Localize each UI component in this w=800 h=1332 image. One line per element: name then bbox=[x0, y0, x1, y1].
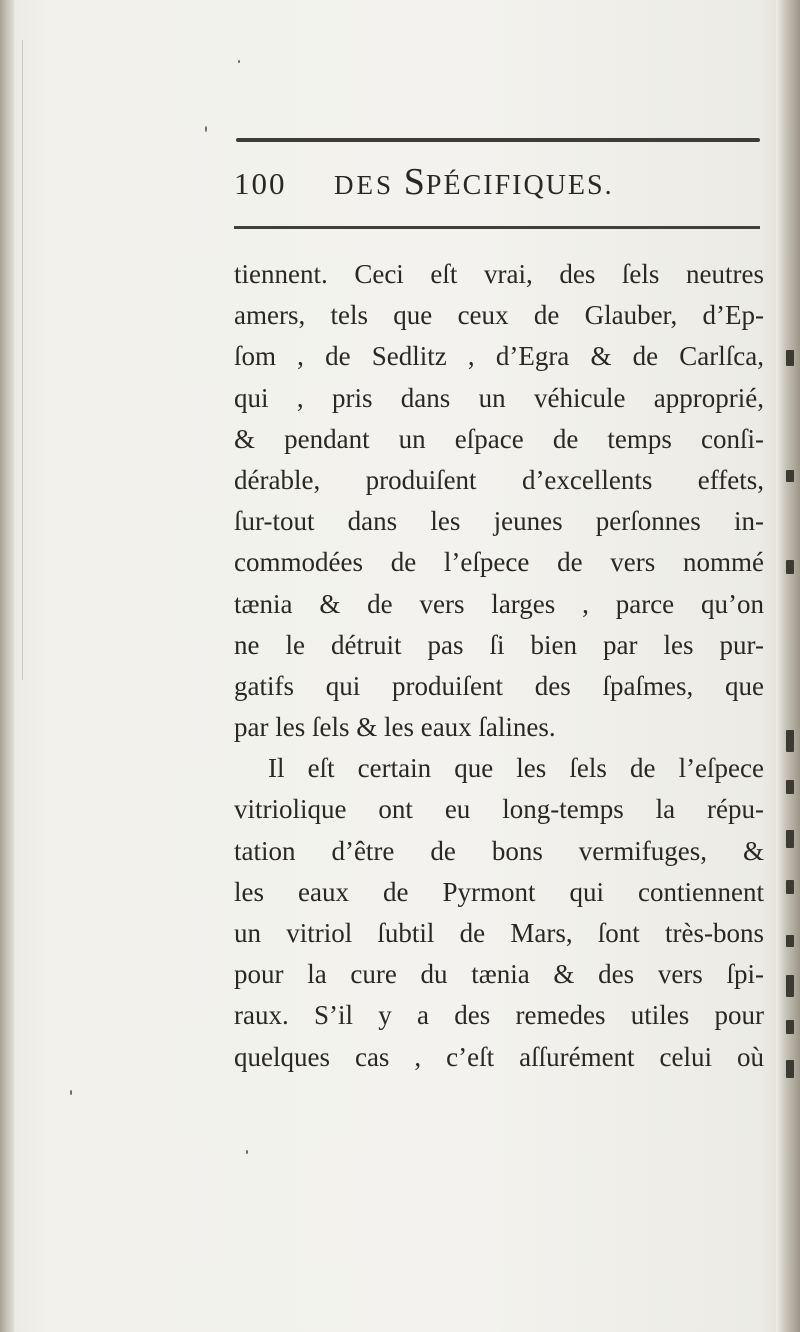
text-line: tænia & de vers larges , parce qu’on bbox=[234, 588, 764, 619]
paper-speck bbox=[246, 1150, 248, 1154]
text-line: ſom , de Sedlitz , d’Egra & de Carlſca, bbox=[234, 341, 764, 372]
text-line: dérable, produiſent d’excellents effets, bbox=[234, 464, 764, 495]
edge-mark bbox=[786, 935, 794, 947]
text-line: un vitriol ſubtil de Mars, ſont très-bons bbox=[234, 918, 764, 948]
body-text bbox=[234, 254, 764, 1078]
edge-mark bbox=[786, 560, 794, 574]
page-edge bbox=[776, 0, 800, 1332]
text-line: tation d’être de bons vermifuges, & bbox=[234, 835, 764, 866]
text-line: raux. S’il y a des remedes utiles pour bbox=[234, 1000, 764, 1031]
edge-mark bbox=[786, 470, 794, 482]
edge-mark bbox=[786, 1060, 794, 1078]
edge-mark bbox=[786, 975, 794, 997]
text-line: tiennent. Ceci eſt vrai, des ſels neutres bbox=[234, 259, 764, 289]
running-title bbox=[334, 160, 614, 204]
text-line-paragraph-start: Il eſt certain que les ſels de l’eſpece bbox=[268, 753, 764, 784]
paper-speck bbox=[70, 1090, 72, 1095]
binding-shadow bbox=[0, 0, 14, 1332]
text-line: gatifs qui produiſent des ſpaſmes, que bbox=[234, 670, 764, 701]
edge-mark bbox=[786, 780, 794, 794]
text-line: quelques cas , c’eſt aſſurément celui où bbox=[234, 1041, 764, 1072]
running-title-rest: PÉCIFIQUES. bbox=[425, 170, 614, 201]
text-line: ſur-tout dans les jeunes perſonnes in- bbox=[234, 506, 764, 537]
edge-mark bbox=[786, 880, 794, 894]
edge-mark bbox=[786, 730, 794, 752]
text-line: commodées de l’eſpece de vers nommé bbox=[234, 547, 764, 578]
header-rule bbox=[234, 226, 760, 229]
text-line-paragraph-end: par les ſels & les eaux ſalines. bbox=[234, 712, 556, 743]
edge-mark bbox=[786, 350, 794, 366]
top-ornamental-rule bbox=[236, 138, 760, 142]
text-line: les eaux de Pyrmont qui contiennent bbox=[234, 876, 764, 907]
text-line: amers, tels que ceux de Glauber, d’Ep- bbox=[234, 300, 764, 331]
text-line: & pendant un eſpace de temps conſi- bbox=[234, 423, 764, 454]
edge-mark bbox=[786, 1020, 794, 1034]
paper-speck bbox=[238, 60, 240, 63]
text-line: vitriolique ont eu long-temps la répu- bbox=[234, 794, 764, 825]
page-number: 100 bbox=[234, 166, 287, 201]
running-title-initial: S bbox=[403, 161, 426, 203]
text-line: ne le détruit pas ſi bien par les pur- bbox=[234, 629, 764, 660]
paper-speck bbox=[205, 126, 207, 132]
text-line: pour la cure du tænia & des vers ſpi- bbox=[234, 959, 764, 990]
running-title-prefix: DES bbox=[334, 170, 395, 200]
running-head bbox=[234, 160, 764, 206]
gutter-crease bbox=[22, 40, 23, 680]
edge-mark bbox=[786, 830, 794, 848]
text-line: qui , pris dans un véhicule approprié, bbox=[234, 382, 764, 413]
